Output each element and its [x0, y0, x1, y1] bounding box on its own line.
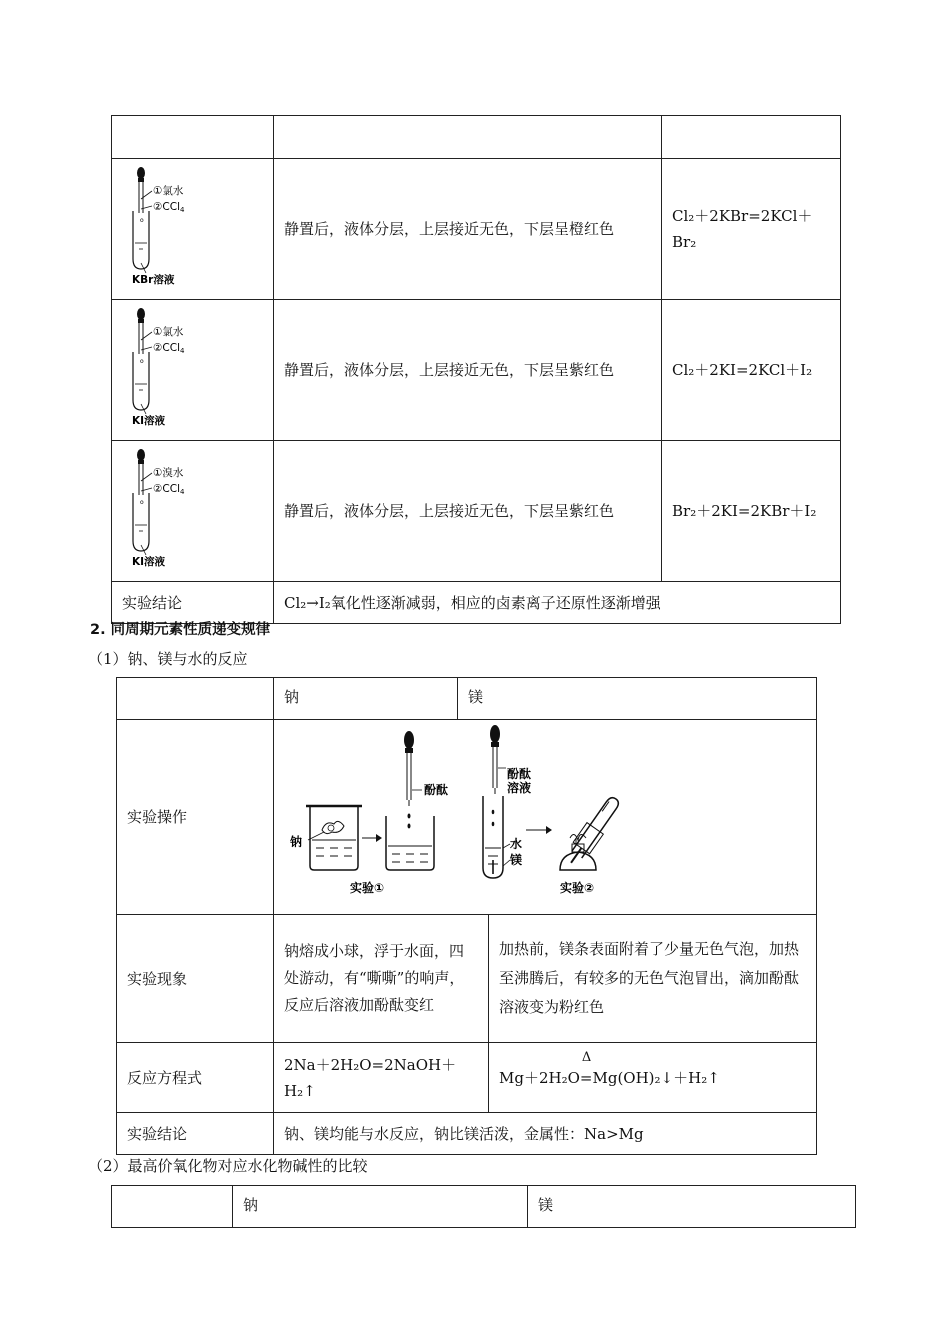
phenomenon-row [117, 915, 817, 1043]
equation-cell: Br₂＋2KI=2KBr＋I₂ [662, 441, 841, 582]
phenomenon-na: 钠熔成小球，浮于水面，四处游动，有“嘶嘶”的响声，反应后溶液加酚酞变红 [274, 915, 489, 1043]
mg-label: 镁 [510, 853, 523, 867]
subsection-title-2: （2）最高价氧化物对应水化物碱性的比较 [88, 1157, 368, 1175]
phenol-solution-label-2: 溶液 [507, 781, 532, 795]
svg-text:②CCl4 [153, 201, 185, 214]
reagent2-subscript: 4 [180, 347, 185, 355]
caption-exp2: 实验② [560, 881, 595, 895]
equation-cell: Cl₂＋2KBr=2KCl＋Br₂ [662, 159, 841, 300]
reagent2-label: ②CCl [153, 483, 180, 495]
equation-mg-sign: = [579, 1068, 593, 1087]
equation-na: 2Na＋2H₂O=2NaOH＋H₂↑ [274, 1043, 489, 1113]
header-na: 钠 [233, 1186, 528, 1228]
na-mg-water-table [116, 677, 817, 1155]
test-tube-diagram [112, 159, 272, 291]
svg-text:②CCl4 [153, 342, 185, 355]
delta-symbol: Δ [581, 1049, 592, 1065]
table-header-row [112, 116, 841, 159]
svg-text:②CCl4 [153, 483, 185, 496]
solution-label: KBr溶液 [132, 274, 175, 286]
header-mg: 镁 [528, 1186, 856, 1228]
test-tube-diagram [112, 300, 272, 432]
hydroxide-table [111, 1185, 856, 1228]
header-na: 钠 [274, 678, 458, 720]
header-cell [274, 116, 662, 159]
table-header-row [112, 1186, 856, 1228]
equation-cell: Cl₂＋2KI=2KCl＋I₂ [662, 300, 841, 441]
phenomenon-cell: 静置后，液体分层，上层接近无色，下层呈紫红色 [274, 441, 662, 582]
reagent2-subscript: 4 [180, 206, 185, 214]
subsection-title-1: （1）钠、镁与水的反应 [88, 650, 248, 668]
conclusion-row [117, 1113, 817, 1155]
svg-text:o: o [140, 217, 144, 224]
caption-exp1: 实验① [350, 881, 385, 895]
equation-mg [489, 1043, 817, 1113]
reagent1-label: ①氯水 [153, 185, 184, 197]
equation-label: 反应方程式 [117, 1043, 274, 1113]
svg-text:o: o [140, 499, 144, 506]
test-tube-figure [112, 300, 274, 441]
phenolphthalein-label: 酚酞 [424, 783, 449, 797]
header-cell [662, 116, 841, 159]
table-header-row [117, 678, 817, 720]
equation-mg-left: Mg＋2H₂O [499, 1068, 580, 1087]
reagent2-label: ②CCl [153, 201, 180, 213]
table-row [112, 159, 841, 300]
solution-label: KI溶液 [132, 556, 166, 568]
reagent2-label: ②CCl [153, 342, 180, 354]
solution-label: KI溶液 [132, 415, 166, 427]
equation-mg-right: Mg(OH)₂↓＋H₂↑ [592, 1068, 720, 1087]
svg-text:o: o [140, 358, 144, 365]
conclusion-label: 实验结论 [117, 1113, 274, 1155]
na-label: 钠 [290, 835, 303, 849]
header-cell [112, 116, 274, 159]
phenomenon-mg: 加热前，镁条表面附着了少量无色气泡，加热至沸腾后，有较多的无色气泡冒出，滴加酚酞溶液变为粉红色 [489, 915, 817, 1043]
halogen-table [111, 115, 841, 624]
reagent1-label: ①氯水 [153, 326, 184, 338]
empty-header-cell [112, 1186, 233, 1228]
phenomenon-cell: 静置后，液体分层，上层接近无色，下层呈紫红色 [274, 300, 662, 441]
test-tube-figure [112, 159, 274, 300]
conclusion-label: 实验结论 [112, 582, 274, 624]
water-label: 水 [510, 837, 523, 851]
table-row [112, 441, 841, 582]
phenomenon-cell: 静置后，液体分层，上层接近无色，下层呈橙红色 [274, 159, 662, 300]
operation-row [117, 720, 817, 915]
experiment-figure [274, 720, 817, 915]
reagent2-subscript: 4 [180, 488, 185, 496]
section-heading: 2. 同周期元素性质递变规律 [90, 622, 271, 638]
header-mg: 镁 [458, 678, 817, 720]
conclusion-text: Cl₂→I₂氧化性逐渐减弱，相应的卤素离子还原性逐渐增强 [274, 582, 841, 624]
experiment-diagram [274, 720, 817, 906]
reagent1-label: ①溴水 [153, 467, 184, 479]
operation-label: 实验操作 [117, 720, 274, 915]
phenomenon-label: 实验现象 [117, 915, 274, 1043]
conclusion-text: 钠、镁均能与水反应，钠比镁活泼，金属性：Na>Mg [274, 1113, 817, 1155]
equation-row [117, 1043, 817, 1113]
phenol-solution-label-1: 酚酞 [507, 767, 532, 781]
test-tube-figure [112, 441, 274, 582]
test-tube-diagram [112, 441, 272, 573]
table-row [112, 300, 841, 441]
empty-header-cell [117, 678, 274, 720]
